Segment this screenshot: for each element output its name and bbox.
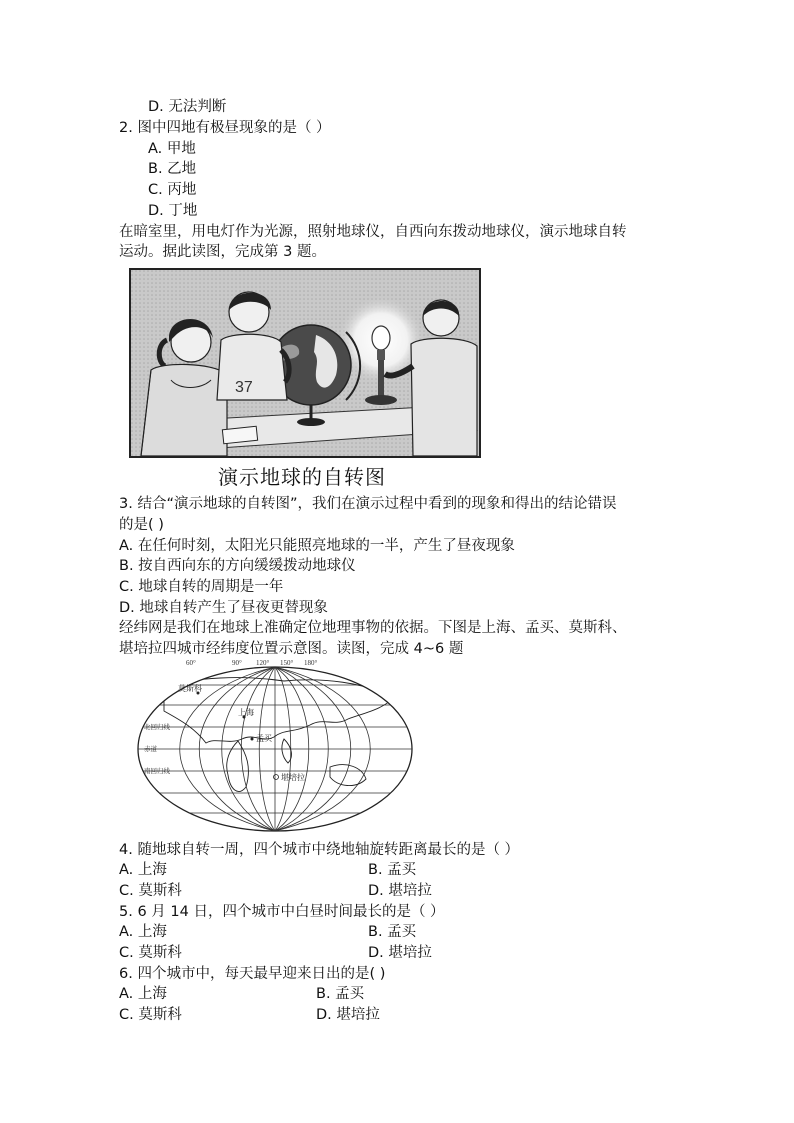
q5-option-a: A. 上海 [119, 924, 167, 940]
q2-option-b: B. 乙地 [148, 161, 197, 177]
map-lon-60: 60° [186, 659, 196, 667]
q6-stem: 6. 四个城市中，每天最早迎来日出的是( ) [119, 966, 386, 982]
shirt-number: 37 [235, 379, 253, 396]
map-label-mumbai: 孟买 [256, 734, 272, 743]
light-bulb-icon [372, 326, 390, 350]
map-label-south-tropic: 南回归线 [144, 767, 170, 775]
map-label-canberra: 堪培拉 [281, 773, 305, 782]
q1-option-d: D. 无法判断 [148, 99, 227, 115]
q3-option-b: B. 按自西向东的方向缓缓拨动地球仪 [119, 558, 356, 574]
q4-option-d: D. 堪培拉 [368, 883, 432, 899]
q5-stem: 5. 6 月 14 日，四个城市中白昼时间最长的是（ ） [119, 904, 445, 920]
q3-option-c: C. 地球自转的周期是一年 [119, 579, 284, 595]
q5-option-c: C. 莫斯科 [119, 945, 182, 961]
q2-option-a: A. 甲地 [148, 141, 196, 157]
map-label-shanghai: 上海 [238, 708, 254, 717]
q3-option-d: D. 地球自转产生了昼夜更替现象 [119, 600, 328, 616]
earth-rotation-drawing [131, 270, 479, 456]
q2-option-d: D. 丁地 [148, 203, 198, 219]
q4-intro-line2: 堪培拉四城市经纬度位置示意图。读图，完成 4~6 题 [119, 641, 464, 657]
map-label-north-tropic: 北回归线 [144, 723, 170, 731]
q3-stem-line2: 的是( ) [119, 517, 164, 533]
map-lon-120: 120° [256, 659, 270, 667]
q2-stem: 2. 图中四地有极昼现象的是（ ） [119, 120, 331, 136]
map-lon-180: 180° [304, 659, 318, 667]
map-label-equator: 赤道 [144, 745, 157, 753]
figure-caption: 演示地球的自转图 [218, 465, 386, 489]
earth-rotation-illustration [129, 268, 481, 458]
q6-option-a: A. 上海 [119, 986, 167, 1002]
q4-stem: 4. 随地球自转一周，四个城市中绕地轴旋转距离最长的是（ ） [119, 842, 520, 858]
q3-stem-line1: 3. 结合“演示地球的自转图”，我们在演示过程中看到的现象和得出的结论错误 [119, 496, 617, 512]
q3-intro-line2: 运动。据此读图，完成第 3 题。 [119, 244, 326, 260]
q3-intro-line1: 在暗室里，用电灯作为光源，照射地球仪，自西向东拨动地球仪，演示地球自转 [119, 224, 627, 240]
map-label-moscow: 莫斯科 [178, 684, 202, 693]
q6-option-b: B. 孟买 [316, 986, 365, 1002]
q4-intro-line1: 经纬网是我们在地球上准确定位地理事物的依据。下图是上海、孟买、莫斯科、 [119, 620, 627, 636]
q2-option-c: C. 丙地 [148, 182, 197, 198]
q4-option-b: B. 孟买 [368, 862, 417, 878]
map-lon-90: 90° [232, 659, 242, 667]
q4-option-c: C. 莫斯科 [119, 883, 182, 899]
world-graticule-map [134, 657, 416, 833]
q6-option-c: C. 莫斯科 [119, 1007, 182, 1023]
q3-option-a: A. 在任何时刻，太阳光只能照亮地球的一半，产生了昼夜现象 [119, 538, 515, 554]
q5-option-b: B. 孟买 [368, 924, 417, 940]
q6-option-d: D. 堪培拉 [316, 1007, 380, 1023]
q5-option-d: D. 堪培拉 [368, 945, 432, 961]
q4-option-a: A. 上海 [119, 862, 167, 878]
map-lon-150: 150° [280, 659, 294, 667]
